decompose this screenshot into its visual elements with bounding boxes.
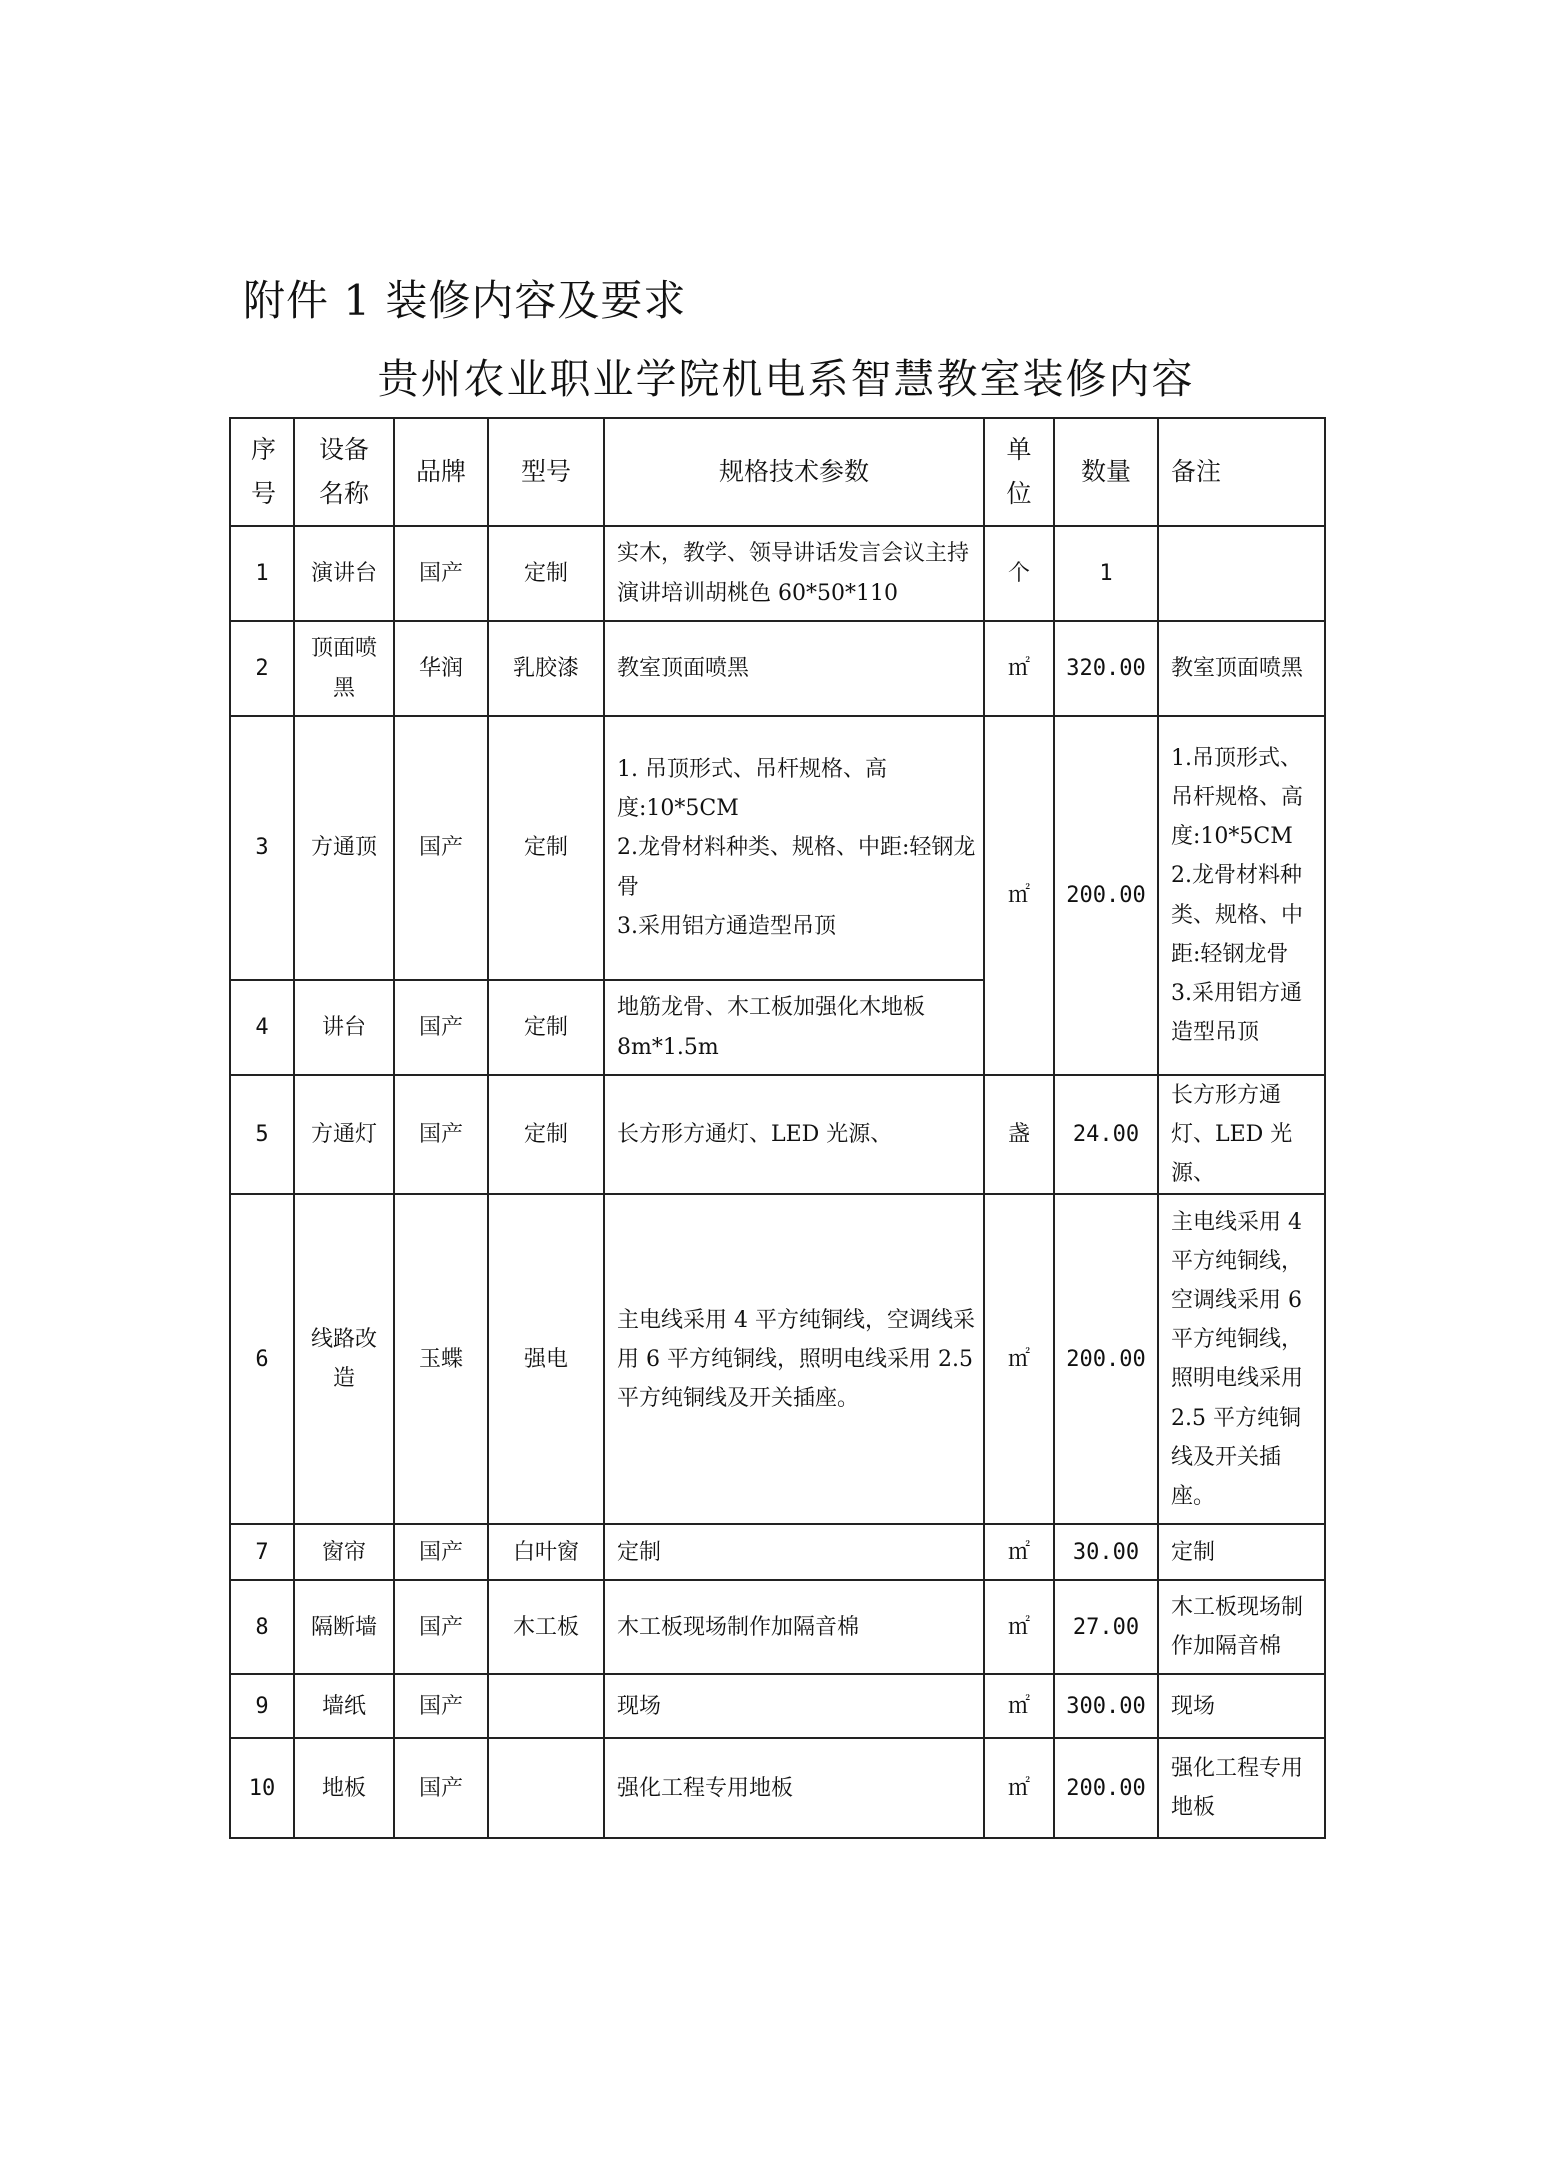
cell-brand: 国产	[394, 716, 488, 980]
cell-qty: 320.00	[1054, 621, 1158, 716]
cell-no: 6	[230, 1194, 294, 1524]
cell-remark	[1158, 526, 1325, 621]
cell-brand: 华润	[394, 621, 488, 716]
cell-no: 4	[230, 980, 294, 1075]
cell-remark: 强化工程专用地板	[1158, 1738, 1325, 1838]
cell-remark: 主电线采用 4 平方纯铜线，空调线采用 6 平方纯铜线，照明电线采用 2.5 平方纯铜线及开关插座。	[1158, 1194, 1325, 1524]
cell-model: 强电	[488, 1194, 604, 1524]
cell-no: 9	[230, 1674, 294, 1738]
cell-model: 木工板	[488, 1580, 604, 1674]
cell-unit: ㎡	[984, 1194, 1054, 1524]
cell-model: 定制	[488, 1075, 604, 1194]
cell-name: 演讲台	[294, 526, 394, 621]
cell-qty: 1	[1054, 526, 1158, 621]
table-row	[230, 526, 1325, 621]
cell-brand: 国产	[394, 1738, 488, 1838]
cell-name: 讲台	[294, 980, 394, 1075]
cell-qty: 300.00	[1054, 1674, 1158, 1738]
cell-spec: 地筋龙骨、木工板加强化木地板8m*1.5m	[604, 980, 984, 1075]
cell-no: 1	[230, 526, 294, 621]
cell-spec: 长方形方通灯、LED 光源、	[604, 1075, 984, 1194]
cell-model: 定制	[488, 526, 604, 621]
cell-unit: 盏	[984, 1075, 1054, 1194]
cell-qty: 200.00	[1054, 716, 1158, 1075]
cell-brand: 国产	[394, 1075, 488, 1194]
cell-unit: ㎡	[984, 1738, 1054, 1838]
header-remark: 备注	[1158, 418, 1325, 526]
cell-no: 10	[230, 1738, 294, 1838]
cell-spec: 木工板现场制作加隔音棉	[604, 1580, 984, 1674]
cell-remark: 现场	[1158, 1674, 1325, 1738]
cell-spec: 教室顶面喷黑	[604, 621, 984, 716]
cell-unit: ㎡	[984, 1580, 1054, 1674]
cell-spec: 主电线采用 4 平方纯铜线，空调线采用 6 平方纯铜线，照明电线采用 2.5 平方纯铜线及开关插座。	[604, 1194, 984, 1524]
cell-remark: 长方形方通灯、LED 光源、	[1158, 1075, 1325, 1194]
cell-brand: 国产	[394, 526, 488, 621]
cell-remark: 定制	[1158, 1524, 1325, 1580]
cell-no: 7	[230, 1524, 294, 1580]
cell-qty: 27.00	[1054, 1580, 1158, 1674]
cell-spec: 定制	[604, 1524, 984, 1580]
cell-remark: 教室顶面喷黑	[1158, 621, 1325, 716]
cell-model: 定制	[488, 980, 604, 1075]
table-header-row	[230, 418, 1325, 526]
cell-spec: 现场	[604, 1674, 984, 1738]
cell-spec: 强化工程专用地板	[604, 1738, 984, 1838]
cell-name: 地板	[294, 1738, 394, 1838]
cell-no: 3	[230, 716, 294, 980]
header-unit: 单位	[984, 418, 1054, 526]
table-row	[230, 1524, 1325, 1580]
cell-name: 墙纸	[294, 1674, 394, 1738]
cell-no: 2	[230, 621, 294, 716]
header-model: 型号	[488, 418, 604, 526]
cell-brand: 玉蝶	[394, 1194, 488, 1524]
header-qty: 数量	[1054, 418, 1158, 526]
cell-name: 隔断墙	[294, 1580, 394, 1674]
cell-qty: 24.00	[1054, 1075, 1158, 1194]
cell-qty: 200.00	[1054, 1194, 1158, 1524]
cell-no: 8	[230, 1580, 294, 1674]
attachment-heading: 附件 1 装修内容及要求	[243, 276, 687, 325]
cell-model: 定制	[488, 716, 604, 980]
cell-brand: 国产	[394, 980, 488, 1075]
cell-name: 线路改造	[294, 1194, 394, 1524]
cell-unit: ㎡	[984, 716, 1054, 1075]
cell-unit: ㎡	[984, 1524, 1054, 1580]
cell-brand: 国产	[394, 1580, 488, 1674]
cell-no: 5	[230, 1075, 294, 1194]
cell-model: 乳胶漆	[488, 621, 604, 716]
cell-remark: 木工板现场制作加隔音棉	[1158, 1580, 1325, 1674]
cell-unit: 个	[984, 526, 1054, 621]
cell-spec: 实木，教学、领导讲话发言会议主持演讲培训胡桃色 60*50*110	[604, 526, 984, 621]
cell-model	[488, 1738, 604, 1838]
header-spec: 规格技术参数	[604, 418, 984, 526]
decoration-table	[229, 417, 1326, 1839]
cell-name: 顶面喷黑	[294, 621, 394, 716]
table-row	[230, 1738, 1325, 1838]
cell-name: 方通灯	[294, 1075, 394, 1194]
cell-brand: 国产	[394, 1674, 488, 1738]
cell-name: 方通顶	[294, 716, 394, 980]
cell-qty: 200.00	[1054, 1738, 1158, 1838]
table-row	[230, 716, 1325, 980]
cell-remark: 1.吊顶形式、吊杆规格、高度:10*5CM 2.龙骨材料种类、规格、中距:轻钢龙骨 3.采用铝方通造型吊顶	[1158, 716, 1325, 1075]
header-name: 设备名称	[294, 418, 394, 526]
table-row	[230, 1194, 1325, 1524]
cell-qty: 30.00	[1054, 1524, 1158, 1580]
cell-unit: ㎡	[984, 621, 1054, 716]
table-row	[230, 1075, 1325, 1194]
header-brand: 品牌	[394, 418, 488, 526]
cell-unit: ㎡	[984, 1674, 1054, 1738]
table-row	[230, 1580, 1325, 1674]
table-row	[230, 1674, 1325, 1738]
cell-name: 窗帘	[294, 1524, 394, 1580]
cell-spec: 1. 吊顶形式、吊杆规格、高度:10*5CM 2.龙骨材料种类、规格、中距:轻钢龙骨 3.采用铝方通造型吊顶	[604, 716, 984, 980]
table-row	[230, 621, 1325, 716]
header-no: 序号	[230, 418, 294, 526]
cell-model	[488, 1674, 604, 1738]
cell-brand: 国产	[394, 1524, 488, 1580]
document-title: 贵州农业职业学院机电系智慧教室装修内容	[377, 355, 1195, 403]
cell-model: 白叶窗	[488, 1524, 604, 1580]
